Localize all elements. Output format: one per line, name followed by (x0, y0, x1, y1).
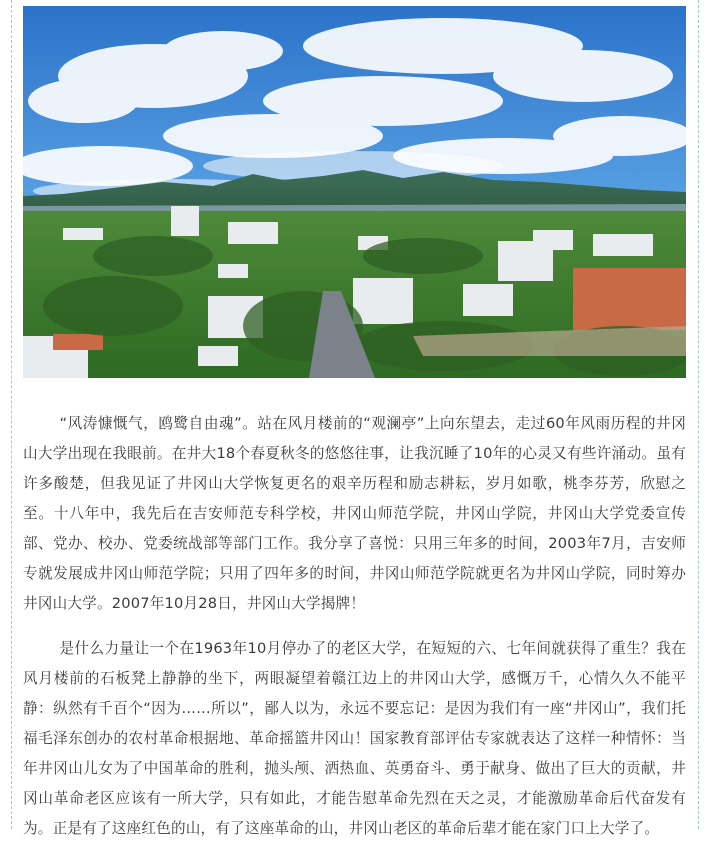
article-paragraph-2 (23, 634, 686, 844)
paragraph-text: “风涛慷慨气，鸥鹭自由魂”。站在风月楼前的“观澜亭”上向东望去，走过60年风雨历程的井冈山大学出现在我眼前。在井大18个春夏秋冬的悠悠往事，让我沉睡了10年的心灵又有些许涌动。虽有许多酸楚，但我见证了井冈山大学恢复更名的艰辛历程和励志耕耘，岁月如歌，桃李芬芳，欣慰之至。十八年中，我先后在吉安师范专科学校，井冈山师范学院，井冈山学院，井冈山大学党委宣传部、党办、校办、党委统战部等部门工作。我分享了喜悦：只用三年多的时间，2003年7月，吉安师专就发展成井冈山师范学院；只用了四年多的时间，井冈山师范学院就更名为井冈山学院，同时筹办井冈山大学。2007年10月28日，井冈山大学揭牌！ (23, 415, 686, 612)
campus-aerial-photo (23, 6, 686, 378)
article-paragraph-1 (23, 409, 686, 619)
paragraph-text: 是什么力量让一个在1963年10月停办了的老区大学，在短短的六、七年间就获得了重生？我在风月楼前的石板凳上静静的坐下，两眼凝望着赣江边上的井冈山大学，感慨万千，心情久久不能平静：纵然有千百个“因为……所以”，鄙人以为，永远不要忘记：是因为我们有一座“井冈山”，我们托福毛泽东创办的农村革命根据地、革命摇篮井冈山！国家教育部评估专家就表达了这样一种情怀：当年井冈山儿女为了中国革命的胜利，抛头颅、洒热血、英勇奋斗、勇于献身、做出了巨大的贡献，井冈山革命老区应该有一所大学，只有如此，才能告慰革命先烈在天之灵，才能激励革命后代奋发有为。正是有了这座红色的山，有了这座革命的山，井冈山老区的革命后辈才能在家门口上大学了。 (23, 640, 686, 837)
